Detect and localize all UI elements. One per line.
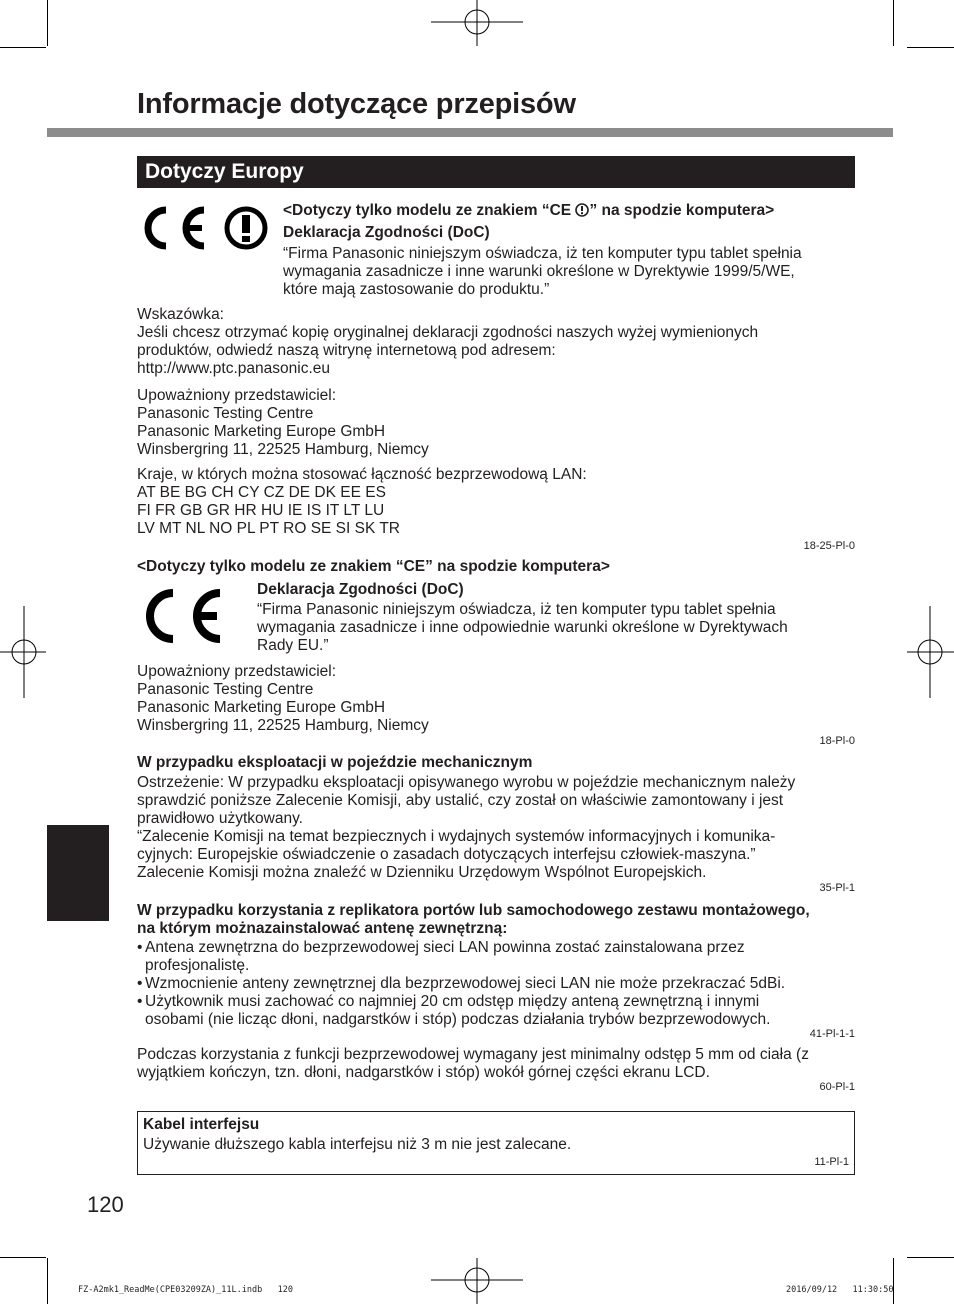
interface-cable-box [137, 1111, 855, 1175]
hint-paragraph: Wskazówka: Jeśli chcesz otrzymać kopię oryginalnej deklaracji zgodności naszych wyżej wymienionych produktów, odwiedź naszą witrynę internetową pod adresem: http://www.ptc.panasonic.eu [137, 306, 759, 377]
alert-mark-icon [575, 203, 589, 217]
box-text: Używanie dłuższego kabla interfejsu niż 3 m nie jest zalecane. [143, 1136, 572, 1153]
footer-timestamp: 2016/09/12 11:30:50 [786, 1285, 894, 1295]
reference-code: 18-Pl-0 [819, 735, 855, 747]
vehicle-heading: W przypadku eksploatacji w pojeździe mechanicznym [137, 754, 533, 771]
antenna-bullets [137, 939, 857, 1029]
reference-code: 18-25-Pl-0 [803, 540, 855, 552]
list-item: • Użytkownik musi zachować co najmniej 20 cm odstęp między anteną zewnętrzną i innymi osobami (nie licząc dłoni, nadgarstków i stóp) podczas działania trybów bezprzewodowych. [137, 993, 771, 1028]
vehicle-paragraph: Ostrzeżenie: W przypadku eksploatacji opisywanego wyrobu w pojeździe mechanicznym należy sprawdzić poniższe Zalecenie Komisji, aby ustalić, czy został on właściwie zamontowany i jest prawidłowo użytkowany. “Zalecenie Komisji na temat bezpiecznych i wydajnych systemów informacyjnych i komunika- cyjnych: Europejskie oświadczenie o zasadach dotyczących interfejsu człowiek-maszyna.” Zalecenie Komisji można znaleźć w Dzienniku Urzędowym Wspólnot Europejskich. [137, 774, 796, 881]
section-header [137, 156, 855, 188]
doc-title: Deklaracja Zgodności (DoC) [257, 581, 464, 598]
reference-code: 60-Pl-1 [819, 1081, 855, 1093]
footer-file-info: FZ-A2mk1_ReadMe(CPE03209ZA)_11L.indb 120 [78, 1285, 293, 1295]
countries-list: Kraje, w których można stosować łączność bezprzewodową LAN: AT BE BG CH CY CZ DE DK EE ES FI FR GB GR HR HU IE IS IT LT LU LV MT NL NO PL PT RO SE SI SK TR [137, 466, 587, 537]
page-number: 120 [87, 1192, 124, 1217]
doc-statement: “Firma Panasonic niniejszym oświadcza, iż ten komputer typu tablet spełnia wymagania zasadnicze i inne warunki określone w Dyrektywie 1999/5/WE, które mają zastosowanie do produktu.” [283, 245, 802, 298]
list-item: • Antena zewnętrzna do bezprzewodowej sieci LAN powinna zostać zainstalowana przez profesjonalistę. [137, 939, 745, 974]
doc-statement: “Firma Panasonic niniejszym oświadcza, iż ten komputer typu tablet spełnia wymagania zasadnicze i inne odpowiednie warunki określone w Dyrektywach Rady EU.” [257, 601, 788, 654]
section-title: Dotyczy Europy [145, 160, 304, 183]
reference-code: 11-Pl-1 [814, 1156, 849, 1168]
page-title: Informacje dotyczące przepisów [137, 88, 576, 120]
representative-address: Upoważniony przedstawiciel: Panasonic Testing Centre Panasonic Marketing Europe GmbH Winsbergring 11, 22525 Hamburg, Niemcy [137, 387, 429, 458]
ce-alert-mark-icon [136, 203, 270, 253]
reference-code: 35-Pl-1 [819, 882, 855, 894]
representative-address: Upoważniony przedstawiciel: Panasonic Testing Centre Panasonic Marketing Europe GmbH Winsbergring 11, 22525 Hamburg, Niemcy [137, 663, 429, 734]
list-item: • Wzmocnienie anteny zewnętrznej dla bezprzewodowej sieci LAN nie może przekraczać 5dBi. [137, 975, 786, 992]
ce-mark-icon [136, 585, 228, 647]
website-url: http://www.ptc.panasonic.eu [137, 360, 331, 377]
box-title: Kabel interfejsu [143, 1116, 260, 1133]
ce-alert-heading: <Dotyczy tylko modelu ze znakiem “CE ” na spodzie komputera> [283, 202, 775, 219]
doc-title: Deklaracja Zgodności (DoC) [283, 224, 490, 241]
title-rule [47, 128, 893, 137]
antenna-heading: W przypadku korzystania z replikatora portów lub samochodowego zestawu montażowego, na którym możnazainstalować antenę zewnętrzną: [137, 902, 810, 937]
distance-paragraph: Podczas korzystania z funkcji bezprzewodowej wymagany jest minimalny odstęp 5 mm od ciała (z wyjątkiem kończyn, tzn. dłoni, nadgarstków i stóp) wokół górnej części ekranu LCD. [137, 1046, 809, 1081]
ce-heading: <Dotyczy tylko modelu ze znakiem “CE” na spodzie komputera> [137, 558, 610, 575]
reference-code: 41-Pl-1-1 [809, 1028, 855, 1040]
chapter-tab [47, 825, 109, 921]
